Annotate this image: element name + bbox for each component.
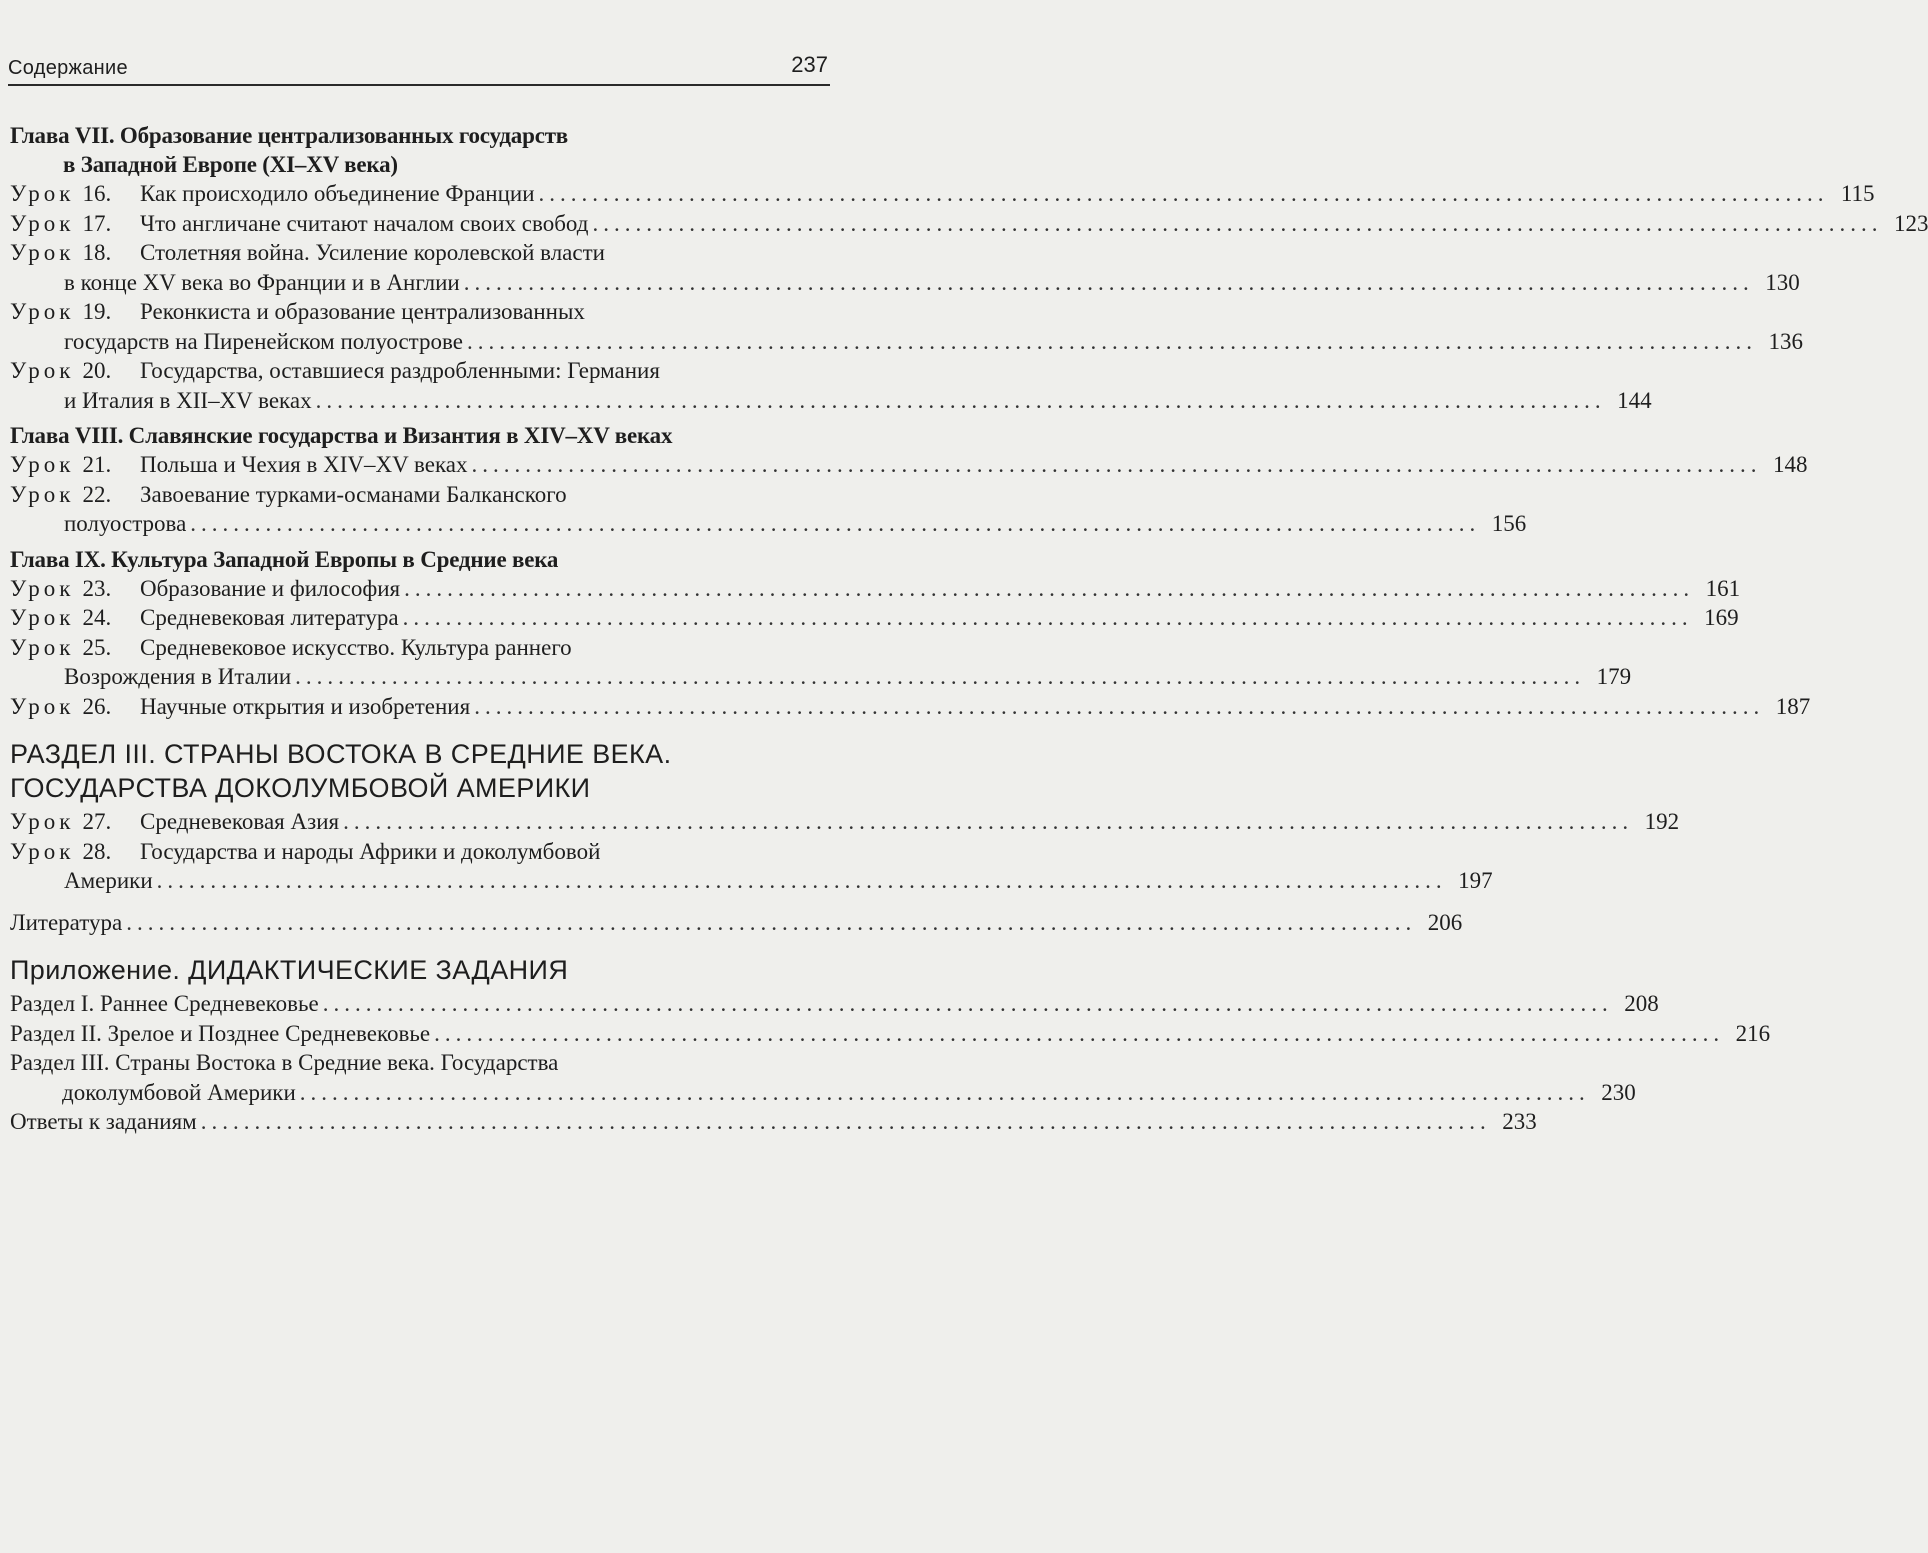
toc-entry-lesson-25[interactable]: Урок 25. Средневековое искусство. Культура раннего Возрождения в Италии ........................................................................................................................ 179 [10,633,842,692]
toc-entry-appendix-1[interactable]: Раздел I. Раннее Средневековье ........................................................................................................................ 208 [10,989,842,1019]
page-ref: 179 [1596,664,1632,689]
running-header [8,46,830,86]
page-ref: 115 [1840,181,1875,206]
toc-entry-lesson-16[interactable]: Урок 16. Как происходило объединение Франции ........................................................................................................................ 115 [10,179,842,209]
page-ref: 169 [1704,605,1739,630]
page-ref: 156 [1491,511,1527,536]
toc-entry-lesson-22[interactable]: Урок 22. Завоевание турками-османами Балканского полуострова ........................................................................................................................ 156 [10,480,842,539]
header-page-number: 237 [791,52,828,77]
page-ref: 216 [1735,1020,1771,1046]
toc-entry-lesson-24[interactable]: Урок 24. Средневековая литература ........................................................................................................................ 169 [10,603,842,633]
page-ref: 208 [1624,991,1659,1016]
page-ref: 130 [1765,269,1800,295]
toc-entry-lesson-27[interactable]: Урок 27. Средневековая Азия ........................................................................................................................ 192 [10,807,842,837]
page-ref: 123 [1893,210,1928,236]
toc-entry-literature[interactable]: Литература ........................................................................................................................ 206 [10,908,842,938]
chapter-7-heading: Глава VII. Образование централизованных государств в Западной Европе (XI–XV века) [10,123,569,177]
section-3-heading: РАЗДЕЛ III. СТРАНЫ ВОСТОКА В СРЕДНИЕ ВЕКА. ГОСУДАРСТВА ДОКОЛУМБОВОЙ АМЕРИКИ [10,739,672,803]
toc-entry-answers[interactable]: Ответы к заданиям ........................................................................................................................ 233 [10,1107,842,1137]
page-ref: 161 [1705,575,1741,601]
toc-entry-appendix-3[interactable]: Раздел III. Страны Востока в Средние века. Государства доколумбовой Америки ........................................................................................................................ 230 [10,1048,842,1107]
toc-entry-lesson-28[interactable]: Урок 28. Государства и народы Африки и доколумбовой Америки ........................................................................................................................ 197 [10,837,842,896]
appendix-heading: Приложение. ДИДАКТИЧЕСКИЕ ЗАДАНИЯ [10,955,569,985]
page-ref: 197 [1458,868,1493,893]
page-ref: 187 [1775,693,1811,719]
toc-entry-lesson-17[interactable]: Урок 17. Что англичане считают началом своих свобод ........................................................................................................................ 123 [10,209,842,239]
table-of-contents [10,115,1928,1137]
toc-entry-lesson-18[interactable]: Урок 18. Столетняя война. Усиление королевской власти в конце XV века во Франции и в Англии ........................................................................................................................ 130 [10,238,842,297]
page-ref: 230 [1601,1079,1636,1105]
chapter-8-heading: Глава VIII. Славянские государства и Византия в XIV–XV веках [10,423,673,448]
toc-entry-lesson-19[interactable]: Урок 19. Реконкиста и образование централизованных государств на Пиренейском полуострове ........................................................................................................................ 136 [10,297,842,356]
toc-entry-lesson-20[interactable]: Урок 20. Государства, оставшиеся раздробленными: Германия и Италия в XII–XV веках ........................................................................................................................ 144 [10,356,842,415]
page-ref: 233 [1502,1109,1537,1134]
page-ref: 192 [1644,809,1680,834]
toc-entry-lesson-21[interactable]: Урок 21. Польша и Чехия в XIV–XV веках ........................................................................................................................ 148 [10,450,842,480]
page-ref: 148 [1773,452,1808,477]
page-ref: 206 [1427,909,1463,935]
toc-entry-lesson-26[interactable]: Урок 26. Научные открытия и изобретения ........................................................................................................................ 187 [10,692,842,722]
page-ref: 144 [1617,387,1652,413]
toc-entry-lesson-23[interactable]: Урок 23. Образование и философия ........................................................................................................................ 161 [10,574,842,604]
header-title: Содержание [8,57,128,79]
chapter-9-heading: Глава IX. Культура Западной Европы в Средние века [10,546,559,572]
toc-entry-appendix-2[interactable]: Раздел II. Зрелое и Позднее Средневековье ........................................................................................................................ 216 [10,1019,842,1049]
page-ref: 136 [1768,328,1803,354]
